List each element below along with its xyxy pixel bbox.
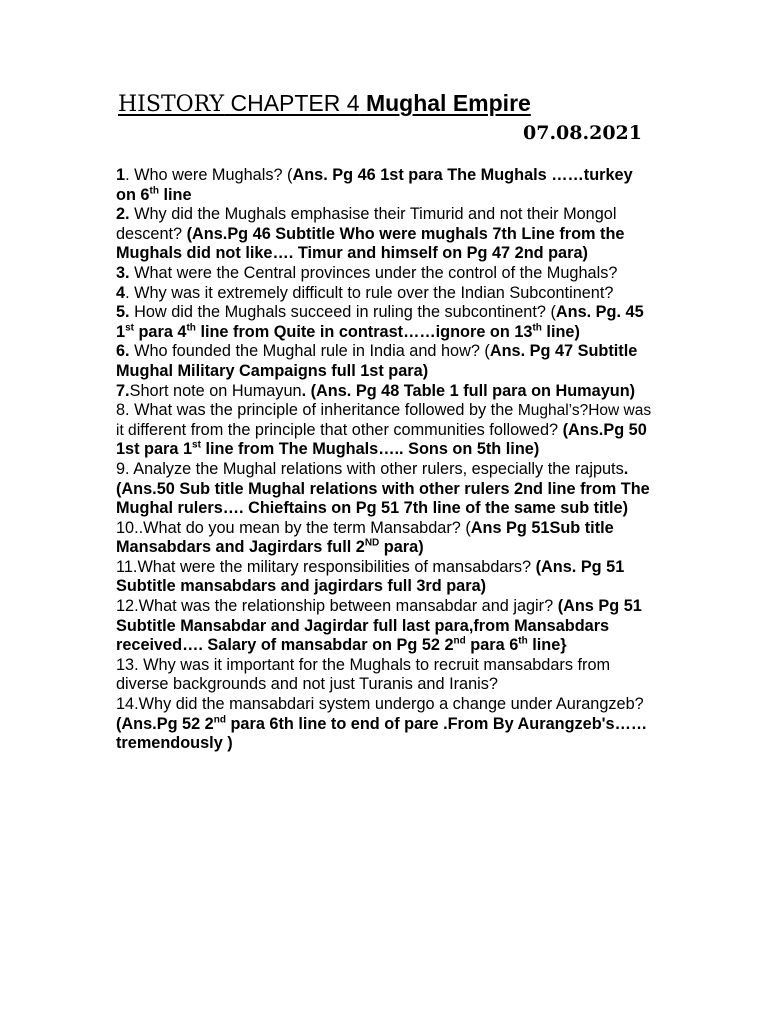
question-number: 6.: [116, 342, 130, 361]
question-text: Mughal’s?How was it d: [116, 402, 652, 439]
question-item: [116, 597, 656, 656]
answer-reference: . (Ans. Pg 48 Table 1 full para on Humayun): [301, 381, 636, 400]
question-item: [116, 284, 656, 304]
document-title: [118, 88, 531, 120]
title-chapter: CHAPTER 4: [230, 90, 360, 116]
answer-reference: .(Ans.50 Sub title Mughal relations with other rulers 2nd line from The Mughal rulers…. Chieftains on Pg 51 7th line of the same sub title): [116, 459, 650, 518]
answer-reference: para): [379, 538, 424, 557]
question-text: What was the principle of inheritance followed by the: [129, 401, 518, 420]
question-text: . Why was it extremely difficult to rule over the Indian Subcontinent?: [125, 283, 614, 302]
question-number: 13.: [116, 655, 139, 674]
answer-reference: line: [158, 185, 192, 204]
answer-reference: th: [186, 322, 196, 334]
answer-reference: th: [518, 635, 528, 647]
answer-reference: para 6: [465, 636, 519, 655]
question-text: How did the Mughals succeed in ruling the subcontinent? (: [129, 303, 556, 322]
question-text: Why did the mansabdari system undergo a change under Aurangzeb?: [138, 695, 644, 714]
question-number: 4: [116, 283, 126, 302]
answer-reference: Ans Pg 51Sub title Mansabdars and Jagirdars full 2: [116, 518, 614, 557]
document-date: 07.08.2021: [523, 122, 642, 144]
answer-reference: st: [192, 439, 201, 451]
question-number: 8.: [116, 401, 130, 420]
answer-reference: (Ans.Pg 46 Subtitle Who were mughals 7th Line from the Mughals did not like…. Timur and himself on Pg 47 2nd para): [116, 224, 625, 263]
answer-reference: line): [541, 322, 580, 341]
question-text: What were the military responsibilities of mansabdars?: [137, 557, 536, 576]
question-text: Who founded the Mughal rule in India and how? (: [129, 342, 490, 361]
answer-reference: th: [149, 185, 159, 197]
question-item: [116, 166, 656, 205]
question-item: [116, 401, 656, 460]
question-item: [116, 695, 656, 754]
answer-reference: st: [125, 322, 134, 334]
question-text: What was the relationship between mansabdar and jagir?: [138, 597, 558, 616]
answer-reference: nd: [213, 714, 226, 726]
question-number: 2.: [116, 205, 130, 224]
answer-reference: th: [532, 322, 542, 334]
question-text: Short note on Humayun: [129, 381, 302, 400]
answer-reference: para 4: [133, 322, 187, 341]
answer-reference: Ans. Pg 46 1st para The Mughals ……turkey on 6: [116, 166, 633, 204]
question-number: 5.: [116, 303, 130, 322]
question-item: [116, 382, 656, 402]
question-item: [116, 460, 656, 519]
answer-reference: Ans. Pg. 45 1: [116, 303, 644, 341]
question-text: . Who were Mughals? (: [125, 166, 293, 184]
question-number: 14.: [116, 695, 139, 714]
title-subject: HISTORY: [118, 92, 225, 117]
answer-reference: line from The Mughals….. Sons on 5th line): [200, 440, 540, 459]
question-number: 10.: [116, 518, 139, 537]
answer-reference: nd: [453, 635, 466, 647]
question-item: [116, 303, 656, 342]
question-item: [116, 264, 656, 284]
question-text: ifferent from the principle that other communities followed?: [136, 420, 563, 439]
answer-reference: para 6th line to end of pare .From By Aurangzeb's……tremendously ): [116, 714, 648, 753]
question-number: 9.: [116, 459, 130, 478]
question-text: Why did the Mughals emphasise their Timurid and not their Mongol descent?: [116, 205, 617, 243]
question-number: 7.: [116, 381, 130, 400]
question-text: .What do you mean by the term Mansabdar? (: [138, 518, 471, 537]
question-item: [116, 205, 656, 264]
question-item: [116, 656, 656, 695]
title-topic: Mughal Empire: [365, 90, 531, 116]
answer-reference: ND: [364, 537, 380, 549]
question-number: 1: [116, 166, 126, 184]
question-text: What were the Central provinces under the control of the Mughals?: [129, 263, 618, 282]
answer-reference: (Ans Pg 51 Subtitle Mansabdar and Jagirdar full last para,from Mansabdars received…. Salary of mansabdar on Pg 52 2: [116, 597, 642, 655]
question-number: 11.: [116, 557, 138, 576]
question-item: [116, 342, 656, 381]
question-number: 3.: [116, 263, 130, 282]
question-item: [116, 519, 656, 558]
answer-reference: line from Quite in contrast……ignore on 13: [195, 322, 533, 341]
question-list: [116, 166, 656, 754]
answer-reference: (Ans. Pg 51 Subtitle mansabdars and jagirdars full 3rd para): [116, 557, 625, 596]
answer-reference: Ans. Pg 47 Subtitle Mughal Military Campaigns full 1st para): [116, 342, 638, 380]
question-item: [116, 558, 656, 597]
question-text: Analyze the Mughal relations with other rulers, especially the rajputs: [129, 459, 624, 478]
question-number: 12.: [116, 597, 139, 616]
answer-reference: (Ans.Pg 50 1st para 1: [116, 420, 647, 459]
question-text: Why was it important for the Mughals to recruit mansabdars from diverse backgrounds and not just Turanis and Iranis?: [116, 655, 611, 694]
answer-reference: line}: [527, 636, 567, 655]
answer-reference: (Ans.Pg 52 2: [116, 714, 214, 733]
